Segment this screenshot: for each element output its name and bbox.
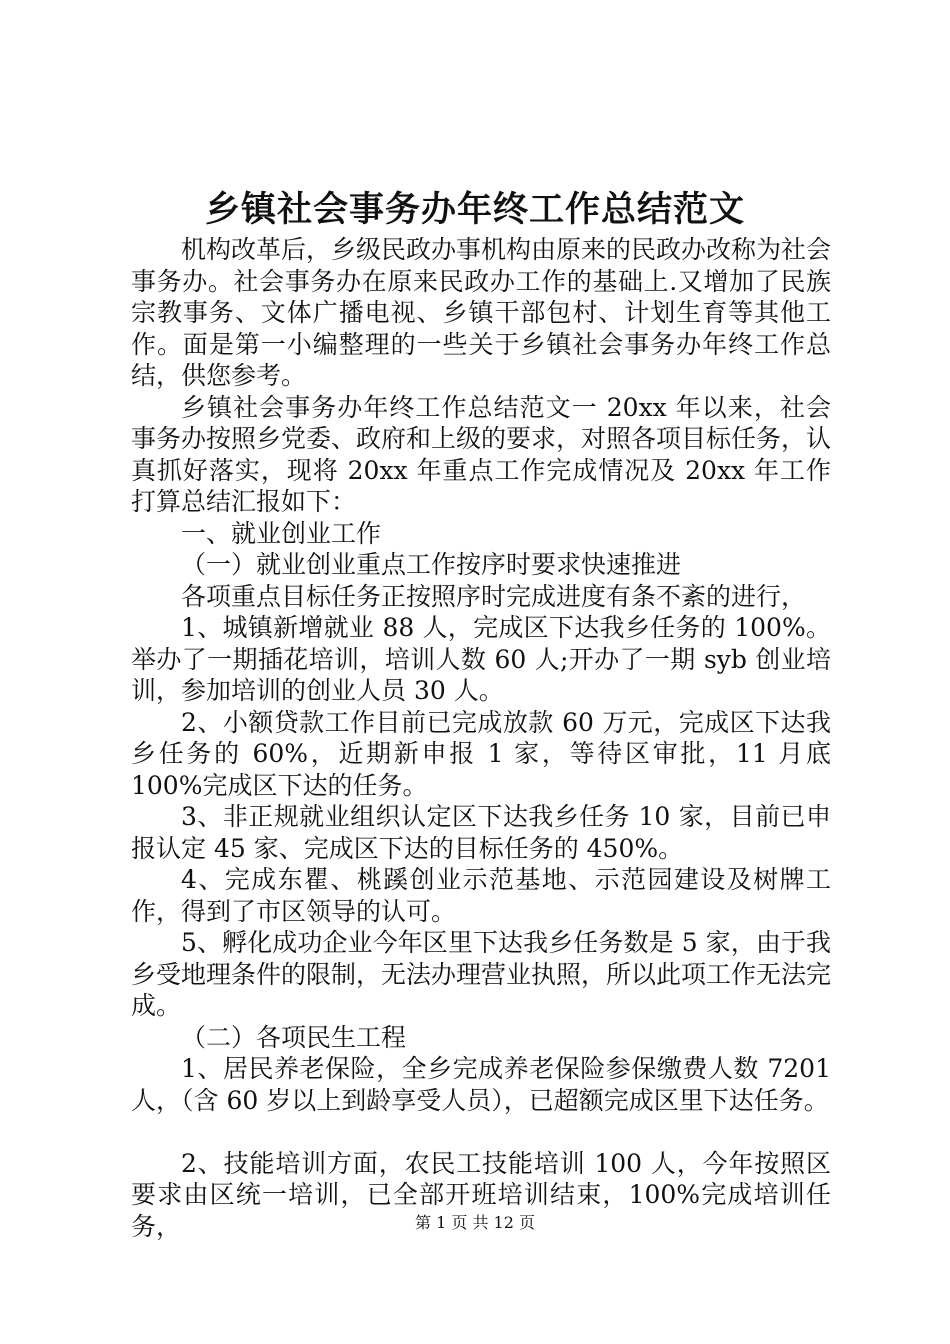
list-item-incubation: 5、孵化成功企业今年区里下达我乡任务数是 5 家，由于我乡受地理条件的限制，无法办理营业执照，所以此项工作无法完成。 bbox=[131, 928, 832, 1020]
list-item-skills-training: 2、技能培训方面，农民工技能培训 100 人，今年按照区要求由区统一培训，已全部开班培训结束，100%完成培训任务， bbox=[131, 1148, 831, 1241]
page-footer: 第 1 页 共 12 页 bbox=[415, 1213, 535, 1232]
paragraph-intro: 机构改革后，乡级民政办事机构由原来的民政办改称为社会事务办。社会事务办在原来民政办工作的基础上.又增加了民族宗教事务、文体广播电视、乡镇干部包村、计划生育等其他工作。面是第一小编整理的一些关于乡镇社会事务办年终工作总结，供您参考。 bbox=[131, 235, 832, 390]
list-item-pension: 1、居民养老保险，全乡完成养老保险参保缴费人数 7201 人，（含 60 岁以上到龄享受人员），已超额完成区里下达任务。 bbox=[131, 1054, 831, 1115]
subsection-heading-livelihood: （二）各项民生工程 bbox=[181, 1022, 407, 1052]
subsection-heading-key-work: （一）就业创业重点工作按序时要求快速推进 bbox=[181, 550, 682, 579]
paragraph-summary-opening: 乡镇社会事务办年终工作总结范文一 20xx 年以来，社会事务办按照乡党委、政府和上级的要求，对照各项目标任务，认真抓好落实，现将 20xx 年重点工作完成情况及 20xx 年工作打算总结汇报如下： bbox=[131, 392, 832, 516]
list-item-demo-bases: 4、完成东瞿、桃蹊创业示范基地、示范园建设及树牌工作，得到了市区领导的认可。 bbox=[131, 865, 831, 926]
document-body bbox=[131, 234, 831, 1242]
list-item-informal-employment: 3、非正规就业组织认定区下达我乡任务 10 家，目前已申报认定 45 家、完成区下达的目标任务的 450%。 bbox=[131, 802, 831, 863]
list-item-new-employment: 1、城镇新增就业 88 人，完成区下达我乡任务的 100%。举办了一期插花培训，培训人数 60 人;开办了一期 syb 创业培训，参加培训的创业人员 30 人。 bbox=[131, 613, 831, 705]
list-item-microloans: 2、小额贷款工作目前已完成放款 60 万元，完成区下达我乡任务的 60%，近期新申报 1 家，等待区审批，11 月底 100%完成区下达的任务。 bbox=[131, 707, 831, 800]
document-title: 乡镇社会事务办年终工作总结范文 bbox=[204, 189, 745, 230]
paragraph-progress: 各项重点目标任务正按照序时完成进度有条不紊的进行， bbox=[181, 581, 807, 611]
section-heading-employment: 一、就业创业工作 bbox=[181, 518, 382, 548]
